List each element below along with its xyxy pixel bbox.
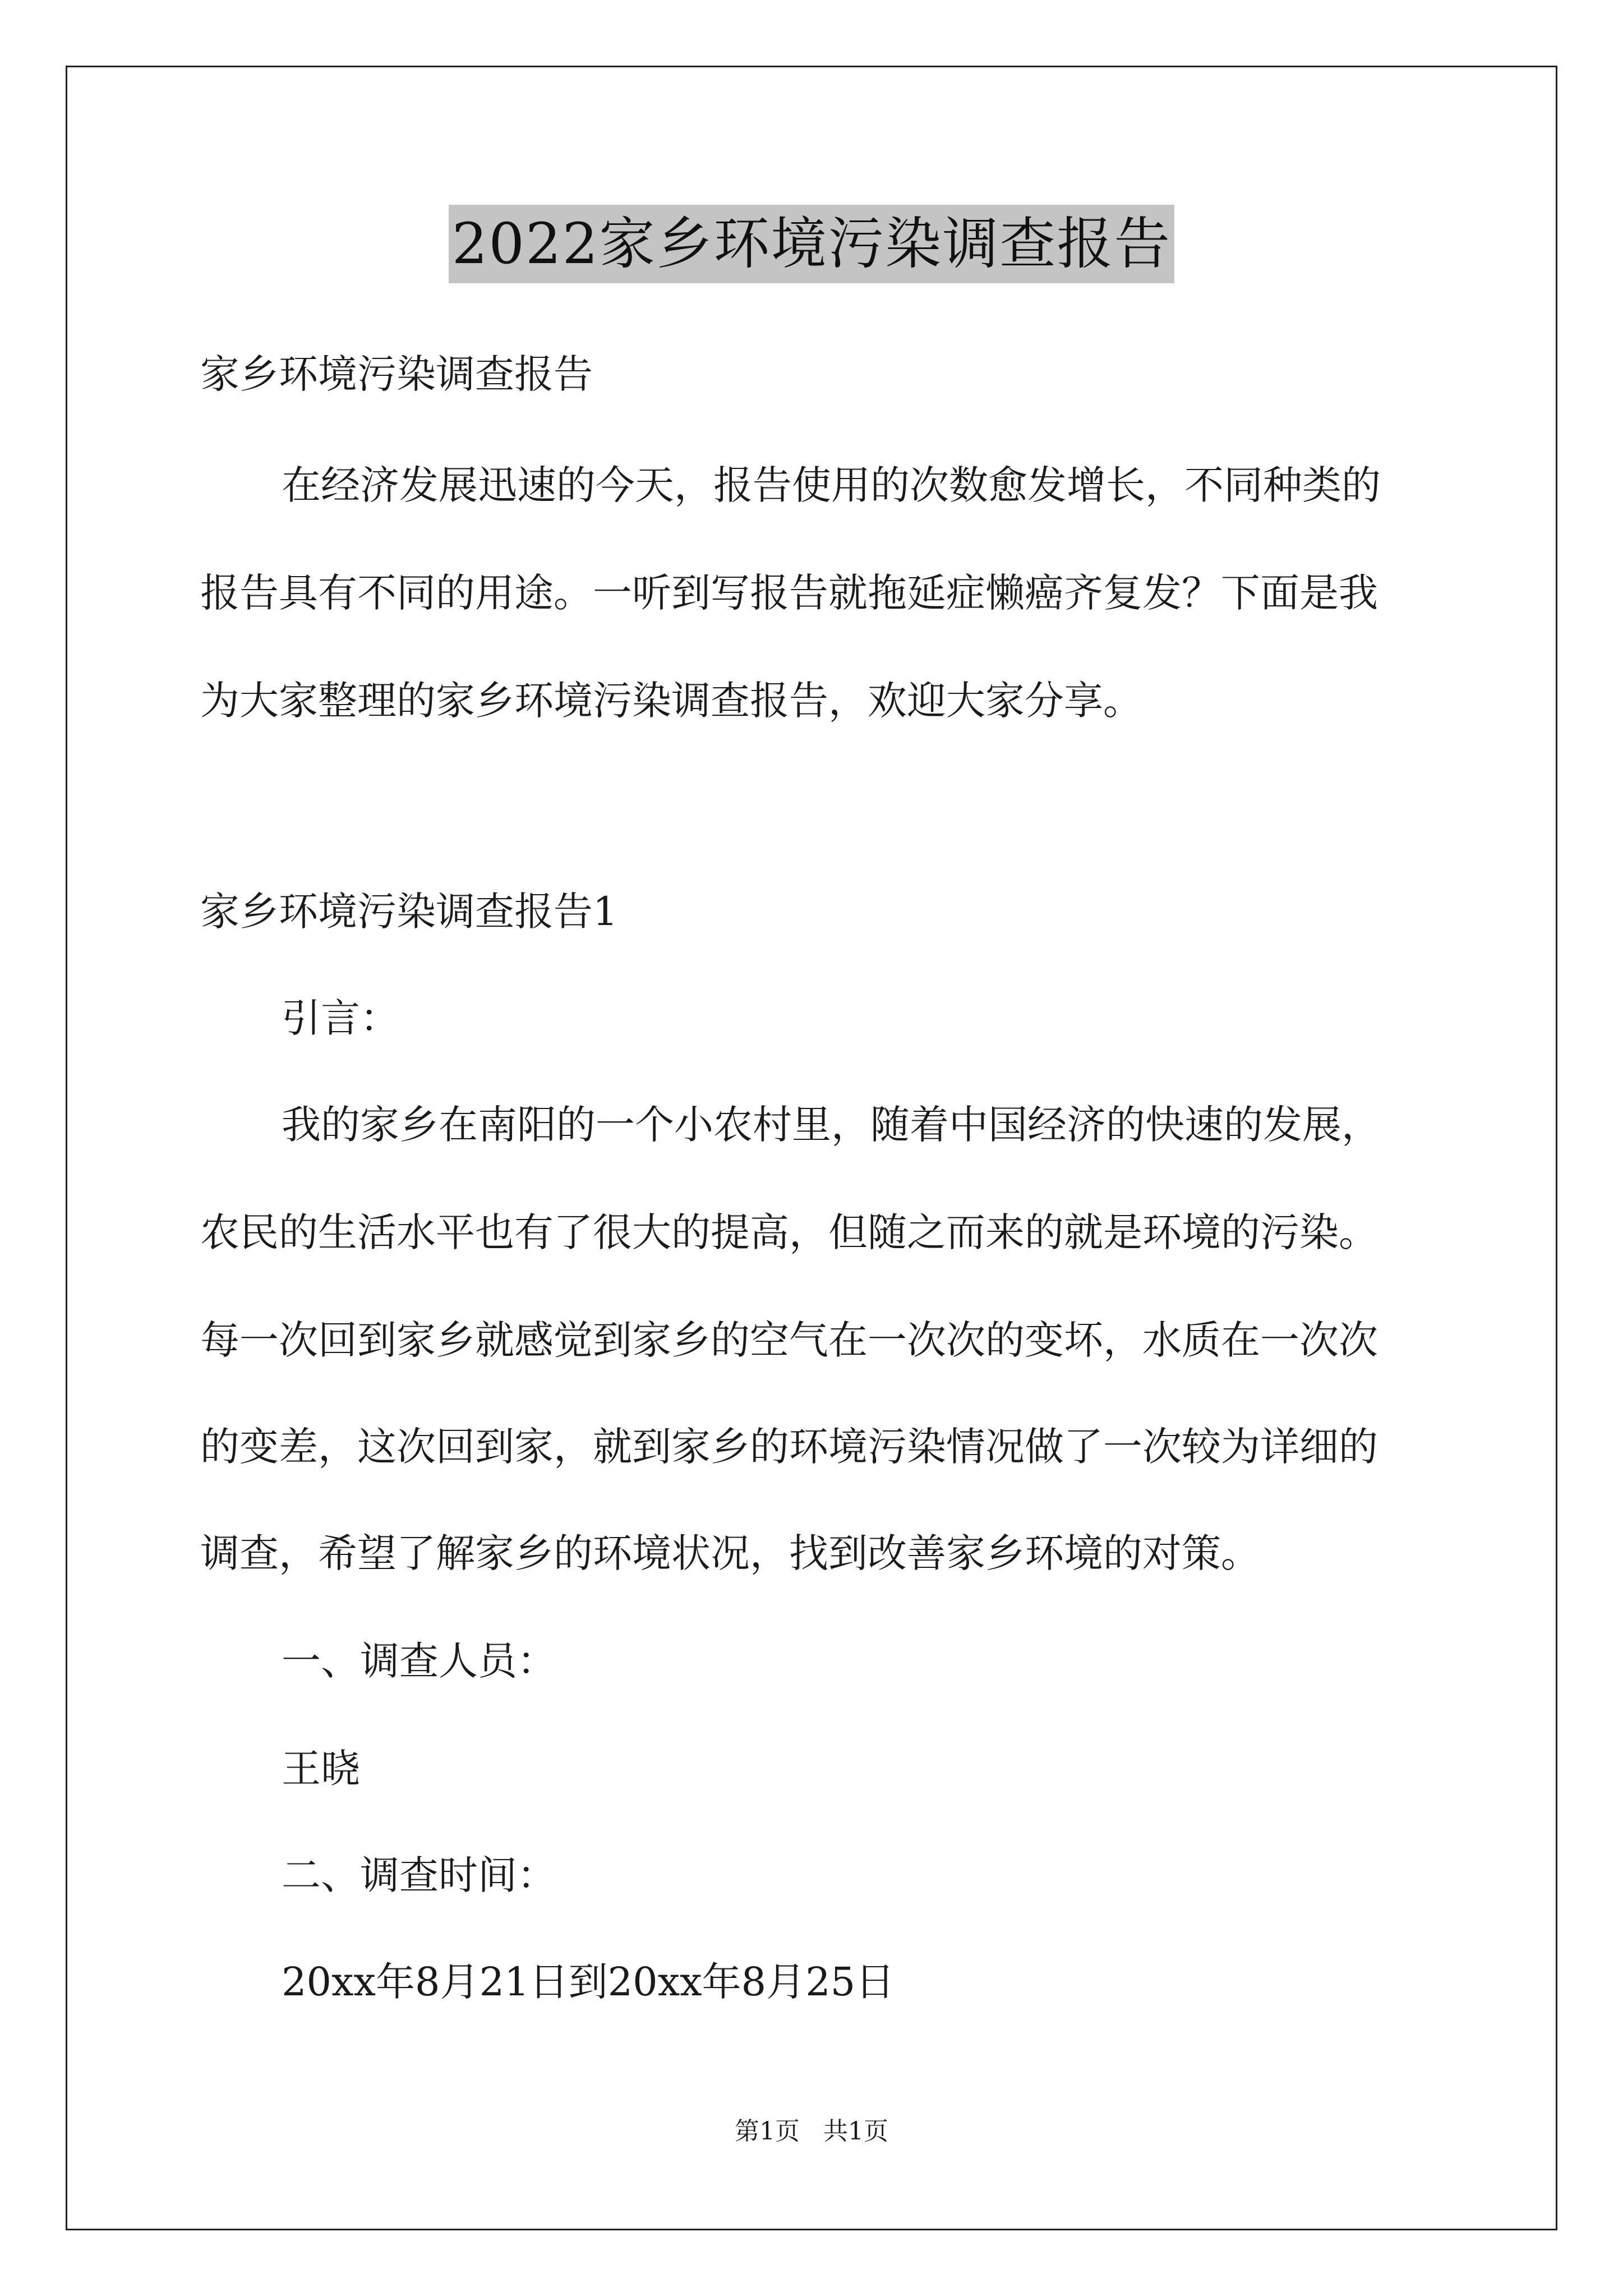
intro-line-1: 在经济发展迅速的今天，报告使用的次数愈发增长，不同种类的: [282, 462, 1381, 508]
body-line-1: 我的家乡在南阳的一个小农村里，随着中国经济的快速的发展，: [282, 1102, 1381, 1148]
section-heading: 家乡环境污染调查报告1: [200, 889, 618, 935]
body-line-2: 农民的生活水平也有了很大的提高，但随之而来的就是环境的污染。: [200, 1209, 1378, 1255]
item1-label: 一、调查人员：: [282, 1638, 556, 1684]
title-container: [0, 205, 1623, 283]
page-footer: 第1页 共1页: [735, 2117, 888, 2146]
preface-label: 引言：: [282, 995, 399, 1041]
document-subtitle: 家乡环境污染调查报告: [200, 351, 593, 397]
body-line-3: 每一次回到家乡就感觉到家乡的空气在一次次的变坏，水质在一次次: [200, 1317, 1378, 1363]
intro-line-3: 为大家整理的家乡环境污染调查报告，欢迎大家分享。: [200, 678, 1142, 724]
item2-value: 20xx年8月21日到20xx年8月25日: [282, 1959, 895, 2005]
body-line-4: 的变差，这次回到家，就到家乡的环境污染情况做了一次较为详细的: [200, 1424, 1378, 1470]
item2-label: 二、调查时间：: [282, 1852, 556, 1898]
intro-line-2: 报告具有不同的用途。一听到写报告就拖延症懒癌齐复发？下面是我: [200, 570, 1378, 616]
item1-value: 王晓: [282, 1746, 360, 1792]
document-title: 2022家乡环境污染调查报告: [449, 205, 1175, 283]
body-line-5: 调查，希望了解家乡的环境状况，找到改善家乡环境的对策。: [200, 1530, 1260, 1576]
